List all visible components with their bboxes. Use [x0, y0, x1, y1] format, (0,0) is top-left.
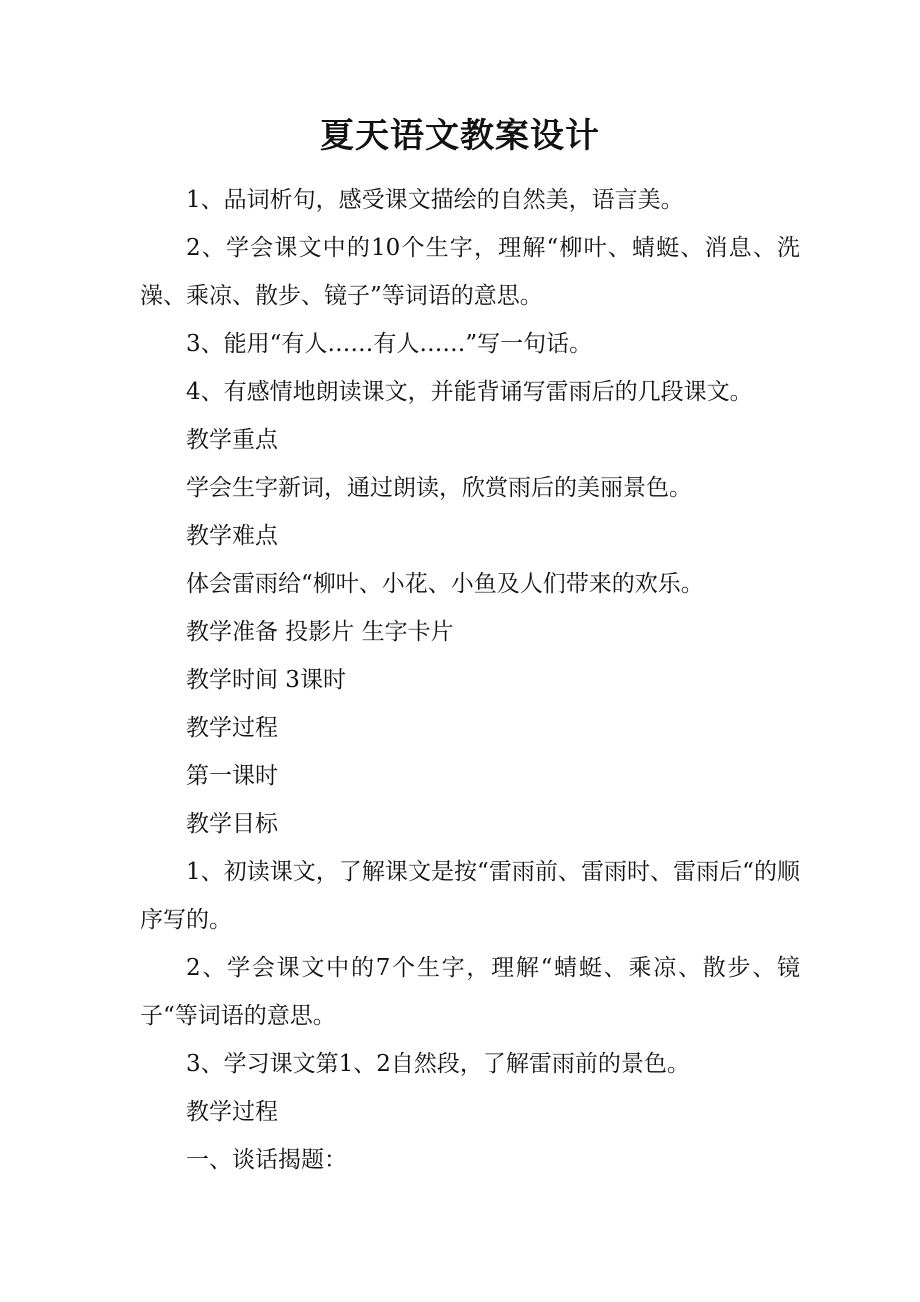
objective-1: 1、品词析句，感受课文描绘的自然美，语言美。 — [186, 187, 684, 213]
difficulties-text: 体会雷雨给“柳叶、小花、小鱼及人们带来的欢乐。 — [186, 571, 704, 597]
section-heading-process: 教学过程 — [186, 715, 278, 741]
section-heading-goals: 教学目标 — [186, 811, 278, 837]
key-points-text: 学会生字新词，通过朗读，欣赏雨后的美丽景色。 — [186, 475, 692, 501]
lesson-heading-first: 第一课时 — [186, 763, 278, 789]
preparation-line: 教学准备 投影片 生字卡片 — [186, 619, 454, 645]
section-heading-difficulties: 教学难点 — [186, 523, 278, 549]
objective-3: 3、能用“有人……有人……”写一句话。 — [186, 331, 593, 357]
goal-2: 2、学会课文中的7个生字，理解“蜻蜓、乘凉、散步、镜子“等词语的意思。 — [140, 955, 800, 1029]
goal-1: 1、初读课文，了解课文是按“雷雨前、雷雨时、雷雨后“的顺序写的。 — [140, 859, 800, 933]
document-body — [140, 176, 800, 1184]
goal-3: 3、学习课文第1、2自然段，了解雷雨前的景色。 — [186, 1051, 690, 1077]
section-heading-key-points: 教学重点 — [186, 427, 278, 453]
objective-4: 4、有感情地朗读课文，并能背诵写雷雨后的几段课文。 — [186, 379, 753, 405]
step-heading-1: 一、谈话揭题： — [186, 1147, 347, 1173]
document-title: 夏天语文教案设计 — [320, 116, 600, 156]
objective-2: 2、学会课文中的10个生字，理解“柳叶、蜻蜓、消息、洗澡、乘凉、散步、镜子”等词语的意思。 — [140, 235, 800, 309]
section-heading-process-2: 教学过程 — [186, 1099, 278, 1125]
time-line: 教学时间 3课时 — [186, 667, 346, 693]
